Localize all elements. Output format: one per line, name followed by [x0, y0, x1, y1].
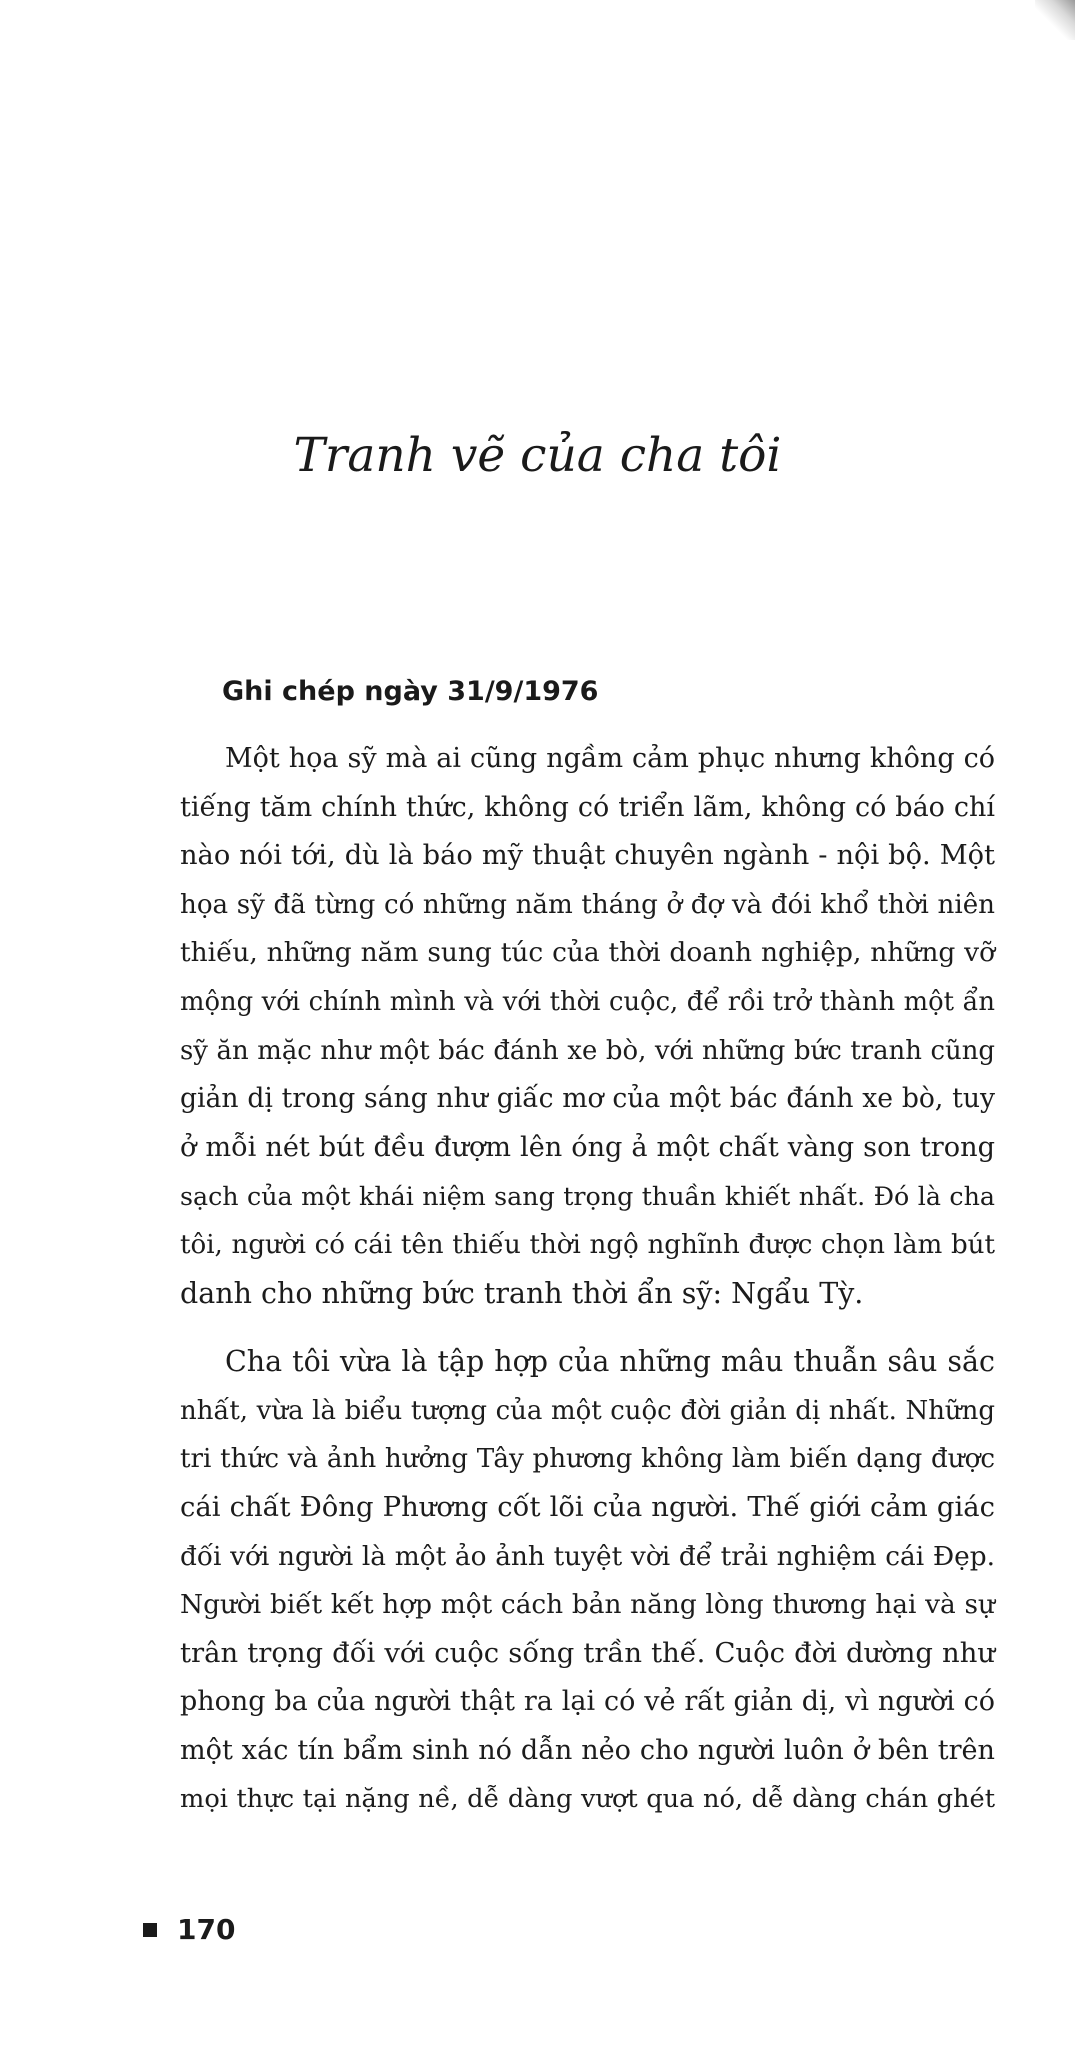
text-line: một xác tín bẩm sinh nó dẫn nẻo cho người luôn ở bên trên	[180, 1734, 995, 1766]
text-line: mọi thực tại nặng nề, dễ dàng vượt qua nó, dễ dàng chán ghét	[180, 1784, 995, 1815]
footer-square-icon	[143, 1923, 157, 1937]
text-line: họa sỹ đã từng có những năm tháng ở đợ và đói khổ thời niên	[180, 889, 995, 920]
text-line: đối với người là một ảo ảnh tuyệt vời để trải nghiệm cái Đẹp.	[180, 1541, 995, 1572]
text-line: nào nói tới, dù là báo mỹ thuật chuyên ngành - nội bộ. Một	[180, 840, 995, 872]
text-line: Cha tôi vừa là tập hợp của những mâu thuẫn sâu sắc	[225, 1345, 995, 1379]
text-line: tôi, người có cái tên thiếu thời ngộ nghĩnh được chọn làm bút	[180, 1229, 995, 1260]
text-line: ở mỗi nét bút đều đượm lên óng ả một chất vàng son trong	[180, 1131, 995, 1163]
text-line: sỹ ăn mặc như một bác đánh xe bò, với những bức tranh cũng	[180, 1035, 995, 1066]
text-line: nhất, vừa là biểu tượng của một cuộc đời giản dị nhất. Những	[180, 1395, 995, 1426]
body-text	[180, 735, 995, 1824]
text-line: giản dị trong sáng như giấc mơ của một bác đánh xe bò, tuy	[180, 1083, 995, 1115]
text-line: mộng với chính mình và với thời cuộc, để rồi trở thành một ẩn	[180, 986, 995, 1017]
paragraph-1	[180, 735, 995, 1318]
page-number: 170	[177, 1913, 236, 1946]
page-corner-shadow	[1035, 0, 1075, 40]
text-line: sạch của một khái niệm sang trọng thuần khiết nhất. Đó là cha	[180, 1181, 995, 1212]
text-line: Người biết kết hợp một cách bản năng lòng thương hại và sự	[180, 1590, 995, 1621]
text-line: danh cho những bức tranh thời ẩn sỹ: Ngẩu Tỳ.	[180, 1276, 864, 1310]
text-line: thiếu, những năm sung túc của thời doanh nghiệp, những vỡ	[180, 937, 995, 969]
entry-heading: Ghi chép ngày 31/9/1976	[222, 676, 599, 707]
chapter-title: Tranh vẽ của cha tôi	[293, 428, 782, 483]
text-line: phong ba của người thật ra lại có vẻ rất giản dị, vì người có	[180, 1686, 995, 1718]
text-line: tiếng tăm chính thức, không có triển lãm, không có báo chí	[180, 791, 995, 823]
text-line: trân trọng đối với cuộc sống trần thế. Cuộc đời dường như	[180, 1637, 995, 1669]
text-line: cái chất Đông Phương cốt lõi của người. Thế giới cảm giác	[180, 1491, 995, 1523]
paragraph-gap	[180, 1318, 995, 1338]
page-footer	[143, 1913, 235, 1946]
text-line: Một họa sỹ mà ai cũng ngầm cảm phục nhưng không có	[225, 743, 995, 774]
text-line: tri thức và ảnh hưởng Tây phương không làm biến dạng được	[180, 1444, 995, 1475]
paragraph-2	[180, 1338, 995, 1824]
